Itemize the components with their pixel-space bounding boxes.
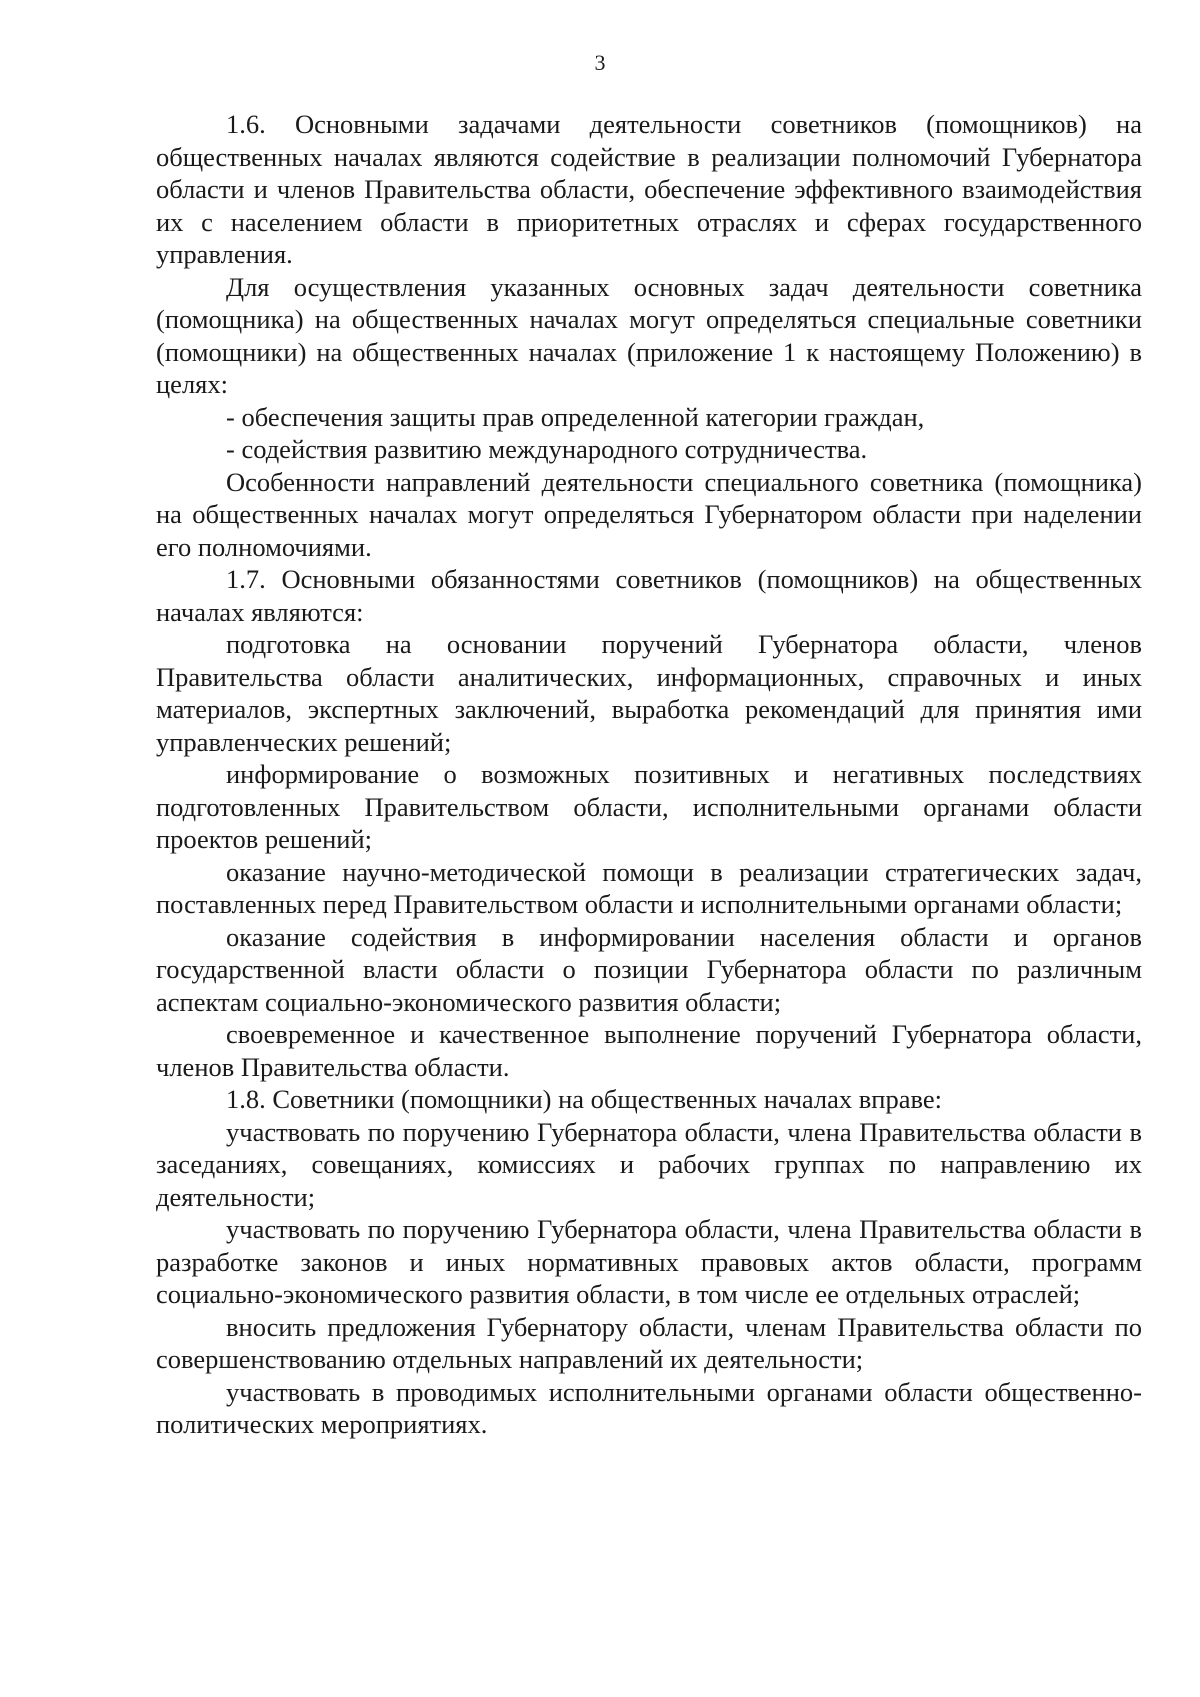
page-number: 3 [594, 50, 606, 75]
duty-execution: своевременное и качественное выполнение поручений Губернатора области, членов Правительства области. [156, 1019, 1142, 1082]
duty-informing-population: оказание содействия в информировании населения области и органов государственной власти области о позиции Губернатора области по различным аспектам социально-экономического развития области; [156, 921, 1142, 1017]
paragraph-1-7: 1.7. Основными обязанностями советников (помощников) на общественных началах являются: [156, 564, 1142, 627]
right-proposals: вносить предложения Губернатору области, членам Правительства области по совершенствованию отдельных направлений их деятельности; [156, 1311, 1142, 1374]
right-participate-lawmaking: участвовать по поручению Губернатора области, члена Правительства области в разработке законов и иных нормативных правовых актов области, программ социально-экономического развития области, в том числе ее отдельных отраслей; [156, 1214, 1142, 1309]
list-item-international-cooperation: - содействия развитию международного сотрудничества. [226, 434, 868, 464]
list-item-rights-protection: - обеспечения защиты прав определенной категории граждан, [226, 401, 925, 432]
paragraph-1-8: 1.8. Советники (помощники) на общественных началах вправе: [226, 1084, 942, 1114]
paragraph-1-6: 1.6. Основными задачами деятельности советников (помощников) на общественных началах являются содействие в реализации полномочий Губернатора области и членов Правительства области, обеспечение эффективного взаимодействия их с населением области в приоритетных отраслях и сферах государственного управления. [156, 109, 1142, 269]
duty-scientific-help: оказание научно-методической помощи в реализации стратегических задач, поставленных перед Правительством области и исполнительными органами области; [156, 856, 1142, 919]
paragraph-features: Особенности направлений деятельности специального советника (помощника) на общественных началах могут определяться Губернатором области при наделении его полномочиями. [156, 466, 1142, 562]
paragraph-special-advisors: Для осуществления указанных основных задач деятельности советника (помощника) на общественных началах могут определяться специальные советники (помощники) на общественных началах (приложение 1 к настоящему Положению) в целях: [156, 271, 1142, 399]
duty-informing-consequences: информирование о возможных позитивных и негативных последствиях подготовленных Правительством области, исполнительными органами области проектов решений; [156, 759, 1142, 854]
right-participate-events: участвовать в проводимых исполнительными органами области общественно-политических мероприятиях. [156, 1376, 1142, 1439]
document-body [156, 108, 1142, 1441]
right-participate-meetings: участвовать по поручению Губернатора области, члена Правительства области в заседаниях, совещаниях, комиссиях и рабочих группах по направлению их деятельности; [156, 1116, 1142, 1212]
duty-preparation: подготовка на основании поручений Губернатора области, членов Правительства области аналитических, информационных, справочных и иных материалов, экспертных заключений, выработка рекомендаций для принятия ими управленческих решений; [156, 629, 1142, 757]
